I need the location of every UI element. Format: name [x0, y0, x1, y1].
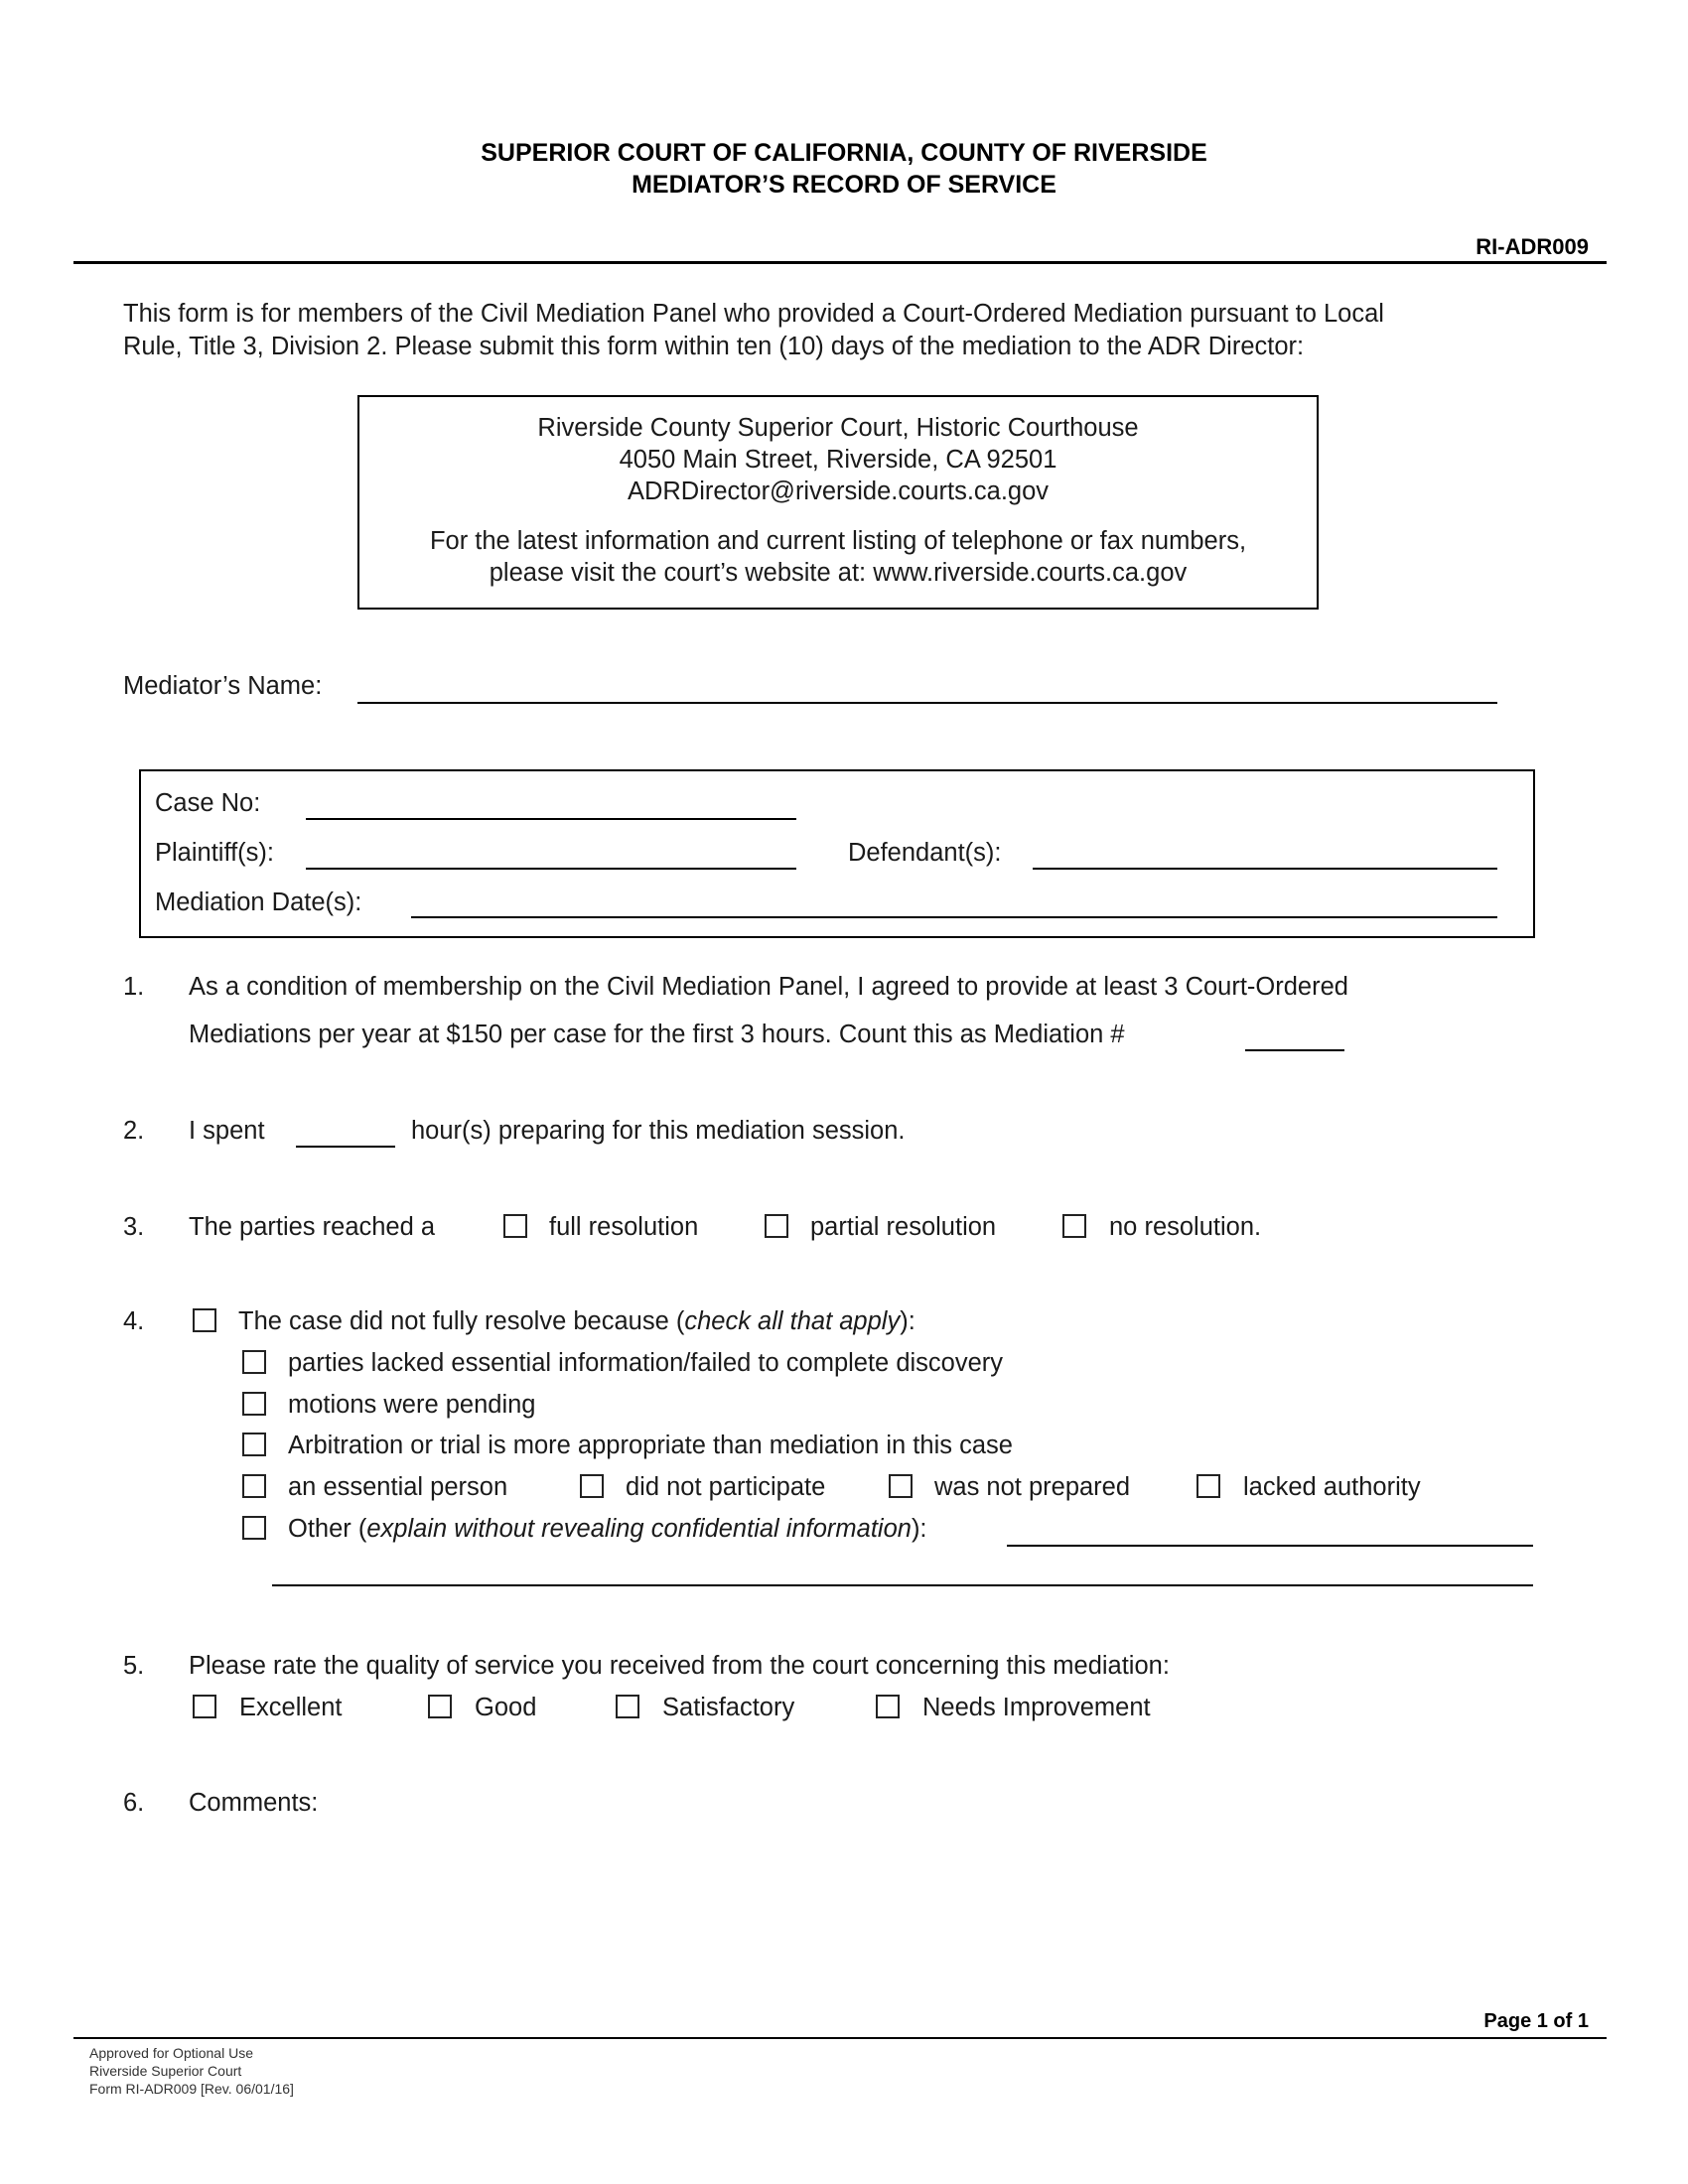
other-reason-field-line-2[interactable]: [272, 1584, 1533, 1586]
lacked-authority-checkbox[interactable]: [1196, 1474, 1220, 1498]
did-not-participate-label: did not participate: [626, 1473, 826, 1501]
address-info-line: For the latest information and current listing of telephone or fax numbers,: [429, 527, 1247, 555]
address-court: Riverside County Superior Court, Historic Courthouse: [537, 414, 1139, 442]
no-resolution-label: no resolution.: [1109, 1213, 1262, 1241]
item-3-number: 3.: [123, 1213, 145, 1241]
full-resolution-label: full resolution: [549, 1213, 699, 1241]
address-box: [357, 395, 1319, 610]
mediation-date-field[interactable]: [411, 916, 1497, 918]
form-title: SUPERIOR COURT OF CALIFORNIA, COUNTY OF RIVERSIDE: [481, 139, 1207, 167]
item-1-line-1: As a condition of membership on the Civil Mediation Panel, I agreed to provide at least 3 Court-Ordered: [189, 973, 1348, 1001]
arbitration-checkbox[interactable]: [242, 1433, 266, 1456]
address-email[interactable]: ADRDirector@riverside.courts.ca.gov: [627, 478, 1050, 505]
header-divider: [73, 261, 1607, 264]
address-website-line: please visit the court’s website at: www.riverside.courts.ca.gov: [489, 559, 1188, 587]
other-reason-field[interactable]: [1007, 1545, 1533, 1547]
item-6-number: 6.: [123, 1789, 145, 1817]
item-4-number: 4.: [123, 1307, 145, 1335]
rating-excellent-label: Excellent: [239, 1694, 343, 1721]
form-code: RI-ADR009: [1476, 234, 1589, 259]
rating-excellent-checkbox[interactable]: [193, 1695, 216, 1718]
item-5-number: 5.: [123, 1652, 145, 1680]
comments-area[interactable]: [189, 1832, 1533, 1980]
page-number: Page 1 of 1: [1483, 2010, 1589, 2032]
did-not-participate-checkbox[interactable]: [580, 1474, 604, 1498]
full-resolution-checkbox[interactable]: [503, 1214, 527, 1238]
comments-label: Comments:: [189, 1789, 319, 1817]
lacked-information-label: parties lacked essential information/failed to complete discovery: [288, 1349, 1004, 1377]
item-1-number: 1.: [123, 973, 145, 1001]
footer-divider: [73, 2037, 1607, 2039]
motions-pending-label: motions were pending: [288, 1391, 536, 1419]
footer-court: Riverside Superior Court: [89, 2063, 242, 2079]
item-2-prefix: I spent: [189, 1117, 265, 1145]
essential-person-label: an essential person: [288, 1473, 508, 1501]
rating-needs-improvement-label: Needs Improvement: [922, 1694, 1151, 1721]
mediation-date-label: Mediation Date(s):: [155, 888, 362, 916]
rating-needs-improvement-checkbox[interactable]: [876, 1695, 900, 1718]
lacked-authority-label: lacked authority: [1243, 1473, 1421, 1501]
not-resolved-checkbox[interactable]: [193, 1308, 216, 1332]
case-no-label: Case No:: [155, 789, 261, 817]
partial-resolution-checkbox[interactable]: [765, 1214, 788, 1238]
partial-resolution-label: partial resolution: [810, 1213, 997, 1241]
footer-approval: Approved for Optional Use: [89, 2045, 253, 2061]
defendant-field[interactable]: [1033, 868, 1497, 870]
plaintiff-field[interactable]: [306, 868, 796, 870]
rating-good-label: Good: [475, 1694, 537, 1721]
mediation-count-field[interactable]: [1245, 1049, 1344, 1051]
form-subtitle: MEDIATOR’S RECORD OF SERVICE: [632, 171, 1056, 199]
no-resolution-checkbox[interactable]: [1062, 1214, 1086, 1238]
not-prepared-checkbox[interactable]: [889, 1474, 913, 1498]
rating-question: Please rate the quality of service you received from the court concerning this mediation:: [189, 1652, 1170, 1680]
essential-person-checkbox[interactable]: [242, 1474, 266, 1498]
plaintiff-label: Plaintiff(s):: [155, 839, 274, 867]
footer-form-rev: Form RI-ADR009 [Rev. 06/01/16]: [89, 2081, 294, 2097]
not-prepared-label: was not prepared: [934, 1473, 1131, 1501]
other-reason-checkbox[interactable]: [242, 1516, 266, 1540]
motions-pending-checkbox[interactable]: [242, 1392, 266, 1416]
prep-hours-field[interactable]: [296, 1146, 395, 1148]
not-resolved-label: The case did not fully resolve because (check all that apply):: [238, 1307, 915, 1335]
rating-good-checkbox[interactable]: [428, 1695, 452, 1718]
item-1-line-2: Mediations per year at $150 per case for the first 3 hours. Count this as Mediation #: [189, 1021, 1125, 1048]
defendant-label: Defendant(s):: [848, 839, 1002, 867]
case-no-field[interactable]: [306, 818, 796, 820]
item-3-prefix: The parties reached a: [189, 1213, 436, 1241]
mediator-name-label: Mediator’s Name:: [123, 672, 323, 700]
rating-satisfactory-label: Satisfactory: [662, 1694, 795, 1721]
item-2-suffix: hour(s) preparing for this mediation session.: [411, 1117, 906, 1145]
arbitration-label: Arbitration or trial is more appropriate than mediation in this case: [288, 1432, 1013, 1459]
intro-line-2: Rule, Title 3, Division 2. Please submit this form within ten (10) days of the mediation to the ADR Director:: [123, 333, 1305, 360]
rating-satisfactory-checkbox[interactable]: [616, 1695, 639, 1718]
other-reason-label: Other (explain without revealing confidential information):: [288, 1515, 927, 1543]
lacked-information-checkbox[interactable]: [242, 1350, 266, 1374]
intro-line-1: This form is for members of the Civil Mediation Panel who provided a Court-Ordered Mediation pursuant to Local: [123, 300, 1384, 328]
item-2-number: 2.: [123, 1117, 145, 1145]
mediator-name-field[interactable]: [357, 702, 1497, 704]
address-street: 4050 Main Street, Riverside, CA 92501: [619, 446, 1057, 474]
